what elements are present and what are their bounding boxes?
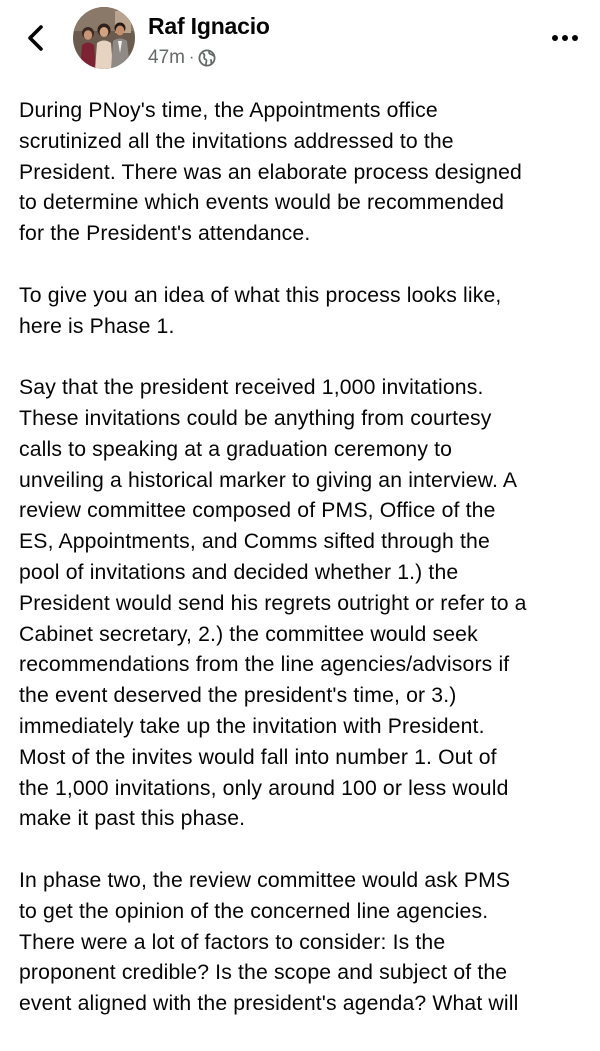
more-options-button[interactable]: [548, 24, 582, 50]
more-horizontal-icon: [548, 24, 582, 50]
post-timestamp[interactable]: 47m: [148, 47, 185, 68]
chevron-left-icon: [22, 22, 52, 54]
post-header: [0, 0, 600, 86]
globe-icon[interactable]: [198, 49, 216, 67]
profile-photo: [73, 7, 135, 69]
avatar[interactable]: [73, 7, 135, 69]
meta-separator: ·: [188, 49, 195, 66]
back-button[interactable]: [22, 22, 52, 54]
post-paragraph: To give you an idea of what this process looks like, here is Phase 1.: [19, 283, 502, 338]
post-paragraph: In phase two, the review committee would ask PMS to get the opinion of the concerned line agencies. There were a lot of factors to consider: Is the proponent credible? Is the scope and subject of the event aligned with the president's agenda? What will: [19, 868, 519, 1016]
post-paragraph: Say that the president received 1,000 invitations. These invitations could be anything from courtesy calls to speaking at a graduation ceremony to unveiling a historical marker to giving an interview. A review committee composed of PMS, Office of the ES, Appointments, and Comms sifted through the pool of invitations and decided whether 1.) the President would send his regrets outright or refer to a Cabinet secretary, 2.) the committee would seek recommendations from the line agencies/advisors if the event deserved the president's time, or 3.) immediately take up the invitation with President. Most of the invites would fall into number 1. Out of the 1,000 invitations, only around 100 or less would make it past this phase.: [19, 376, 527, 831]
post-paragraph: During PNoy's time, the Appointments office scrutinized all the invitations addressed to the President. There was an elaborate process designed to determine which events would be recommended for the President's attendance.: [19, 99, 522, 246]
post-body: [19, 96, 589, 1051]
post-meta: [148, 46, 216, 70]
author-name[interactable]: Raf Ignacio: [148, 13, 270, 39]
